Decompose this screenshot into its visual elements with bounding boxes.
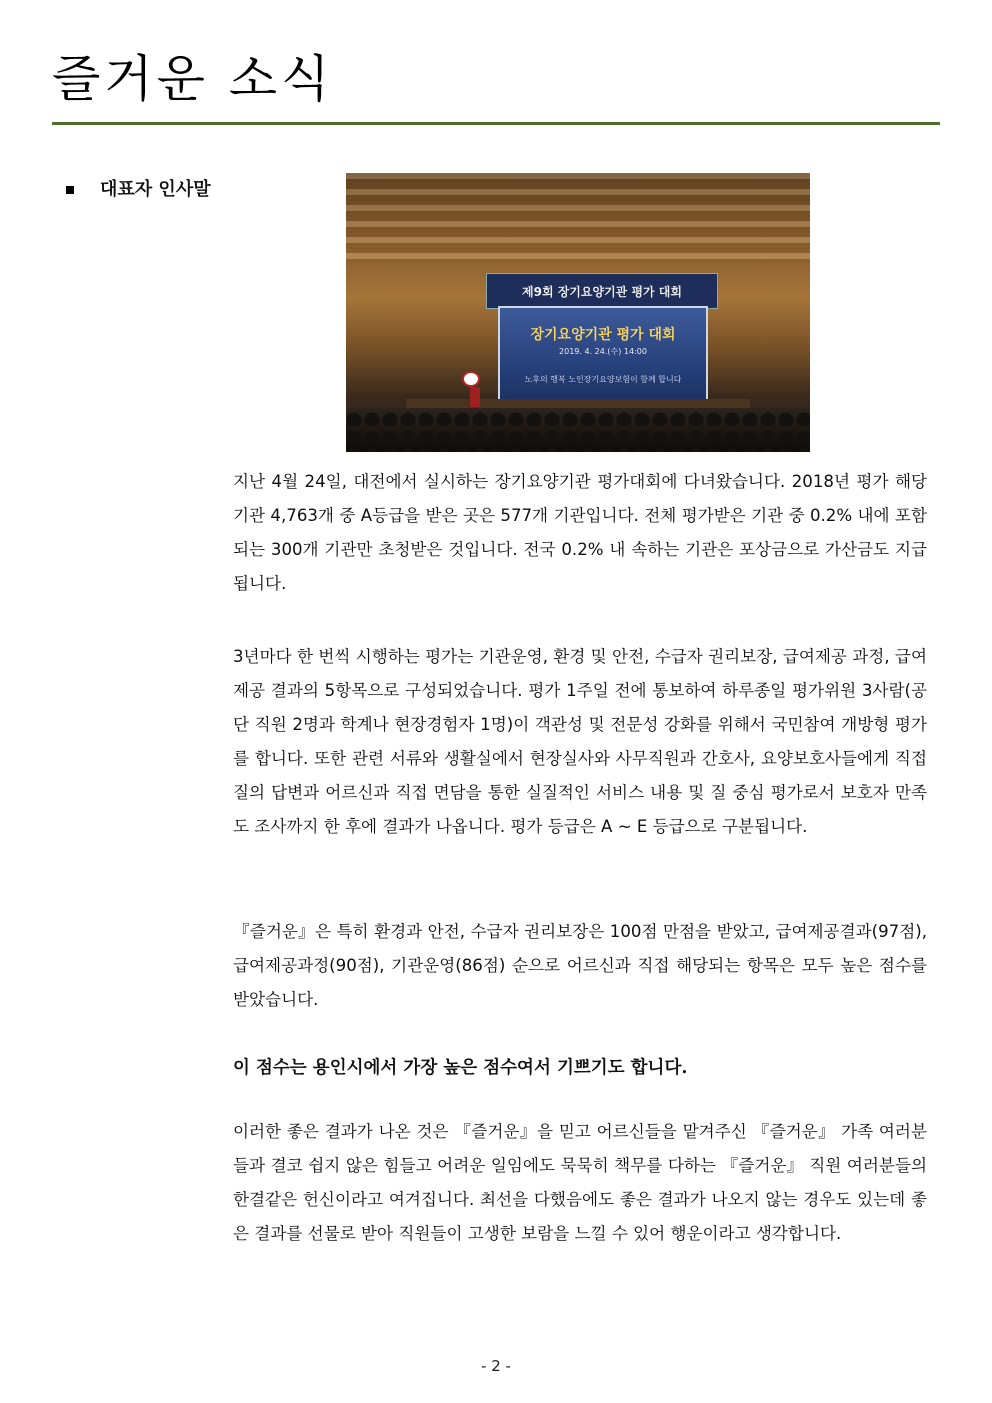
section-heading: 대표자 인사말 [100,179,211,200]
page-title: 즐거운 소식 [52,50,334,108]
body-paragraph-2: 3년마다 한 번씩 시행하는 평가는 기관운영, 환경 및 안전, 수급자 권리보장, 급여제공 과정, 급여제공 결과의 5항목으로 구성되었습니다. 평가 1주일 전에 통보하여 하루종일 평가위원 3사람(공단 직원 2명과 학계나 현장경험자 1명)이 객관성 및 전문성 강화를 위해서 국민참여 개방형 평가를 합니다. 또한 관련 서류와 생활실에서 현장실사와 사무직원과 간호사, 요양보호사들에게 직접 질의 답변과 어르신과 직접 면담을 통한 실질적인 서비스 내용 및 질 중심 평가로서 보호자 만족도 조사까지 한 후에 결과가 나옵니다. 평가 등급은 A ~ E 등급으로 구분됩니다. [233,647,927,836]
photo-top-banner [486,273,718,309]
body-paragraph-3: 『즐거운』은 특히 환경과 안전, 수급자 권리보장은 100점 만점을 받았고, 급여제공결과(97점), 급여제공과정(90점), 기관운영(86점) 순으로 어르신과 직접 해당되는 항목은 모두 높은 점수를 받았습니다. [233,922,927,1009]
body-paragraph-5: 이러한 좋은 결과가 나온 것은 『즐거운』을 믿고 어르신들을 맡겨주신 『즐거운』 가족 여러분들과 결코 쉽지 않은 힘들고 어려운 일임에도 묵묵히 책무를 다하는 『즐거운』 직원 여러분들의 한결같은 헌신이라고 여겨집니다. 최선을 다했음에도 좋은 결과가 나오지 않는 경우도 있는데 좋은 결과를 선물로 받아 직원들이 고생한 보람을 느낄 수 있어 행운이라고 생각합니다. [233,1122,927,1243]
photo-stage-screen [498,306,708,410]
event-photo [346,173,810,452]
photo-screen-title: 장기요양기관 평가 대회 [530,327,676,343]
square-bullet-icon [66,186,74,194]
title-divider [52,122,940,125]
photo-screen-date: 2019. 4. 24.(수) 14:00 [559,347,647,356]
photo-audience [346,408,810,452]
photo-screen-slogan: 노후의 행복 노인장기요양보험이 함께 합니다 [524,375,682,384]
highlight-sentence: 이 점수는 용인시에서 가장 높은 점수여서 기쁘기도 합니다. [233,1058,688,1078]
podium [470,387,480,407]
flag-icon [464,373,478,385]
page-number: - 2 - [481,1357,511,1375]
hall-ceiling [346,173,810,263]
body-paragraph-1: 지난 4월 24일, 대전에서 실시하는 장기요양기관 평가대회에 다녀왔습니다. 2018년 평가 해당 기관 4,763개 중 A등급을 받은 곳은 577개 기관입니다. 전체 평가받은 기관 중 0.2% 내에 포함되는 300개 기관만 초청받은 것입니다. 전국 0.2% 내 속하는 기관은 포상금으로 가산금도 지급됩니다. [233,472,927,593]
photo-top-banner-text: 제9회 장기요양기관 평가 대회 [522,284,682,299]
